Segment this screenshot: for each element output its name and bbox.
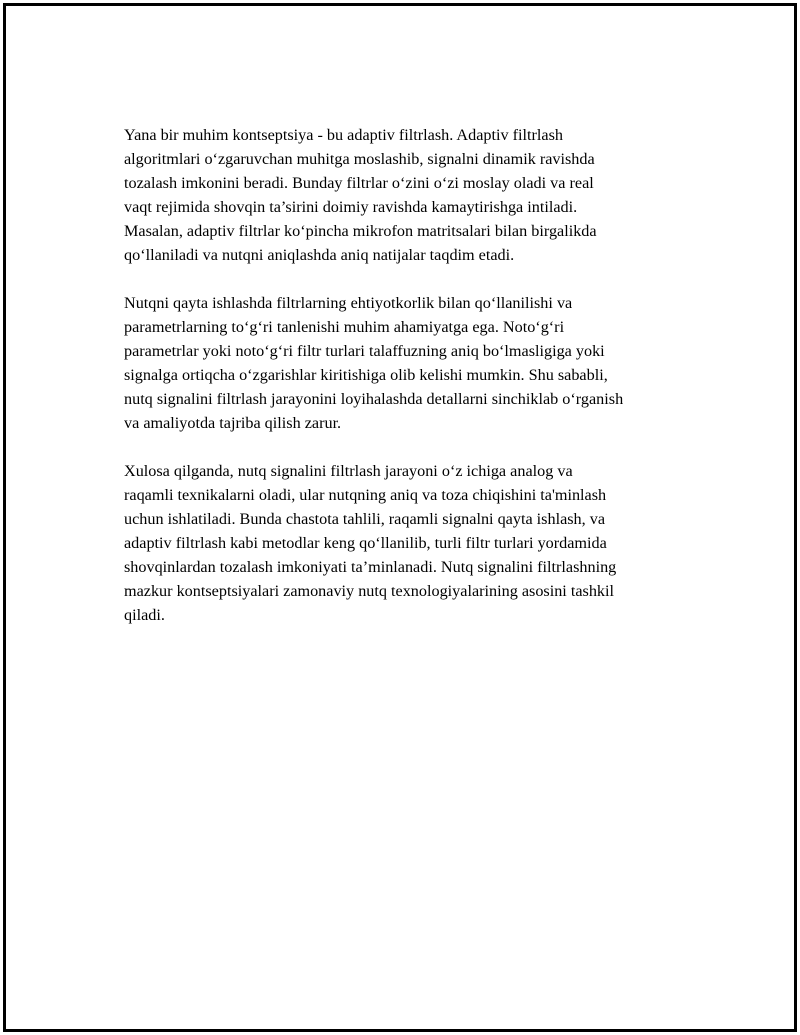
text-line: Masalan, adaptiv filtrlar ko‘pincha mikrofon matritsalari bilan birgalikda: [124, 222, 597, 240]
text-line: Yana bir muhim kontseptsiya - bu adaptiv filtrlash. Adaptiv filtrlash: [124, 126, 563, 144]
text-line: uchun ishlatiladi. Bunda chastota tahlili, raqamli signalni qayta ishlash, va: [124, 510, 606, 528]
text-line: parametrlar yoki noto‘g‘ri filtr turlari talaffuzning aniq bo‘lmasligiga yoki: [124, 342, 605, 360]
text-line: nutq signalini filtrlash jarayonini loyihalashda detallarni sinchiklab o‘rganish: [124, 390, 624, 408]
text-line: Nutqni qayta ishlashda filtrlarning ehtiyotkorlik bilan qo‘llanilishi va: [124, 294, 573, 312]
text-line: algoritmlari o‘zgaruvchan muhitga moslashib, signalni dinamik ravishda: [124, 150, 595, 168]
text-line: qiladi.: [124, 606, 165, 624]
text-line: vaqt rejimida shovqin ta’sirini doimiy ravishda kamaytirishga intiladi.: [124, 198, 578, 216]
text-line: tozalash imkonini beradi. Bunday filtrlar o‘zini o‘zi moslay oladi va real: [124, 174, 594, 192]
paragraph-filter-parameters: [124, 291, 704, 435]
page-frame: [3, 3, 797, 1032]
text-line: adaptiv filtrlash kabi metodlar keng qo‘llanilib, turli filtr turlari yordamida: [124, 534, 607, 552]
paragraph-conclusion: [124, 459, 704, 627]
text-line: mazkur kontseptsiyalari zamonaviy nutq texnologiyalarining asosini tashkil: [124, 582, 615, 600]
text-line: Xulosa qilganda, nutq signalini filtrlash jarayoni o‘z ichiga analog va: [124, 462, 573, 480]
paragraph-adaptive-filtering: [124, 123, 704, 267]
text-line: raqamli texnikalarni oladi, ular nutqning aniq va toza chiqishini ta'minlash: [124, 486, 607, 504]
document-body: [124, 123, 704, 651]
text-line: va amaliyotda tajriba qilish zarur.: [124, 414, 342, 432]
text-line: signalga ortiqcha o‘zgarishlar kiritishiga olib kelishi mumkin. Shu sababli,: [124, 366, 608, 384]
text-line: shovqinlardan tozalash imkoniyati ta’minlanadi. Nutq signalini filtrlashning: [124, 558, 617, 576]
text-line: qo‘llaniladi va nutqni aniqlashda aniq natijalar taqdim etadi.: [124, 246, 515, 264]
text-line: parametrlarning to‘g‘ri tanlenishi muhim ahamiyatga ega. Noto‘g‘ri: [124, 318, 565, 336]
